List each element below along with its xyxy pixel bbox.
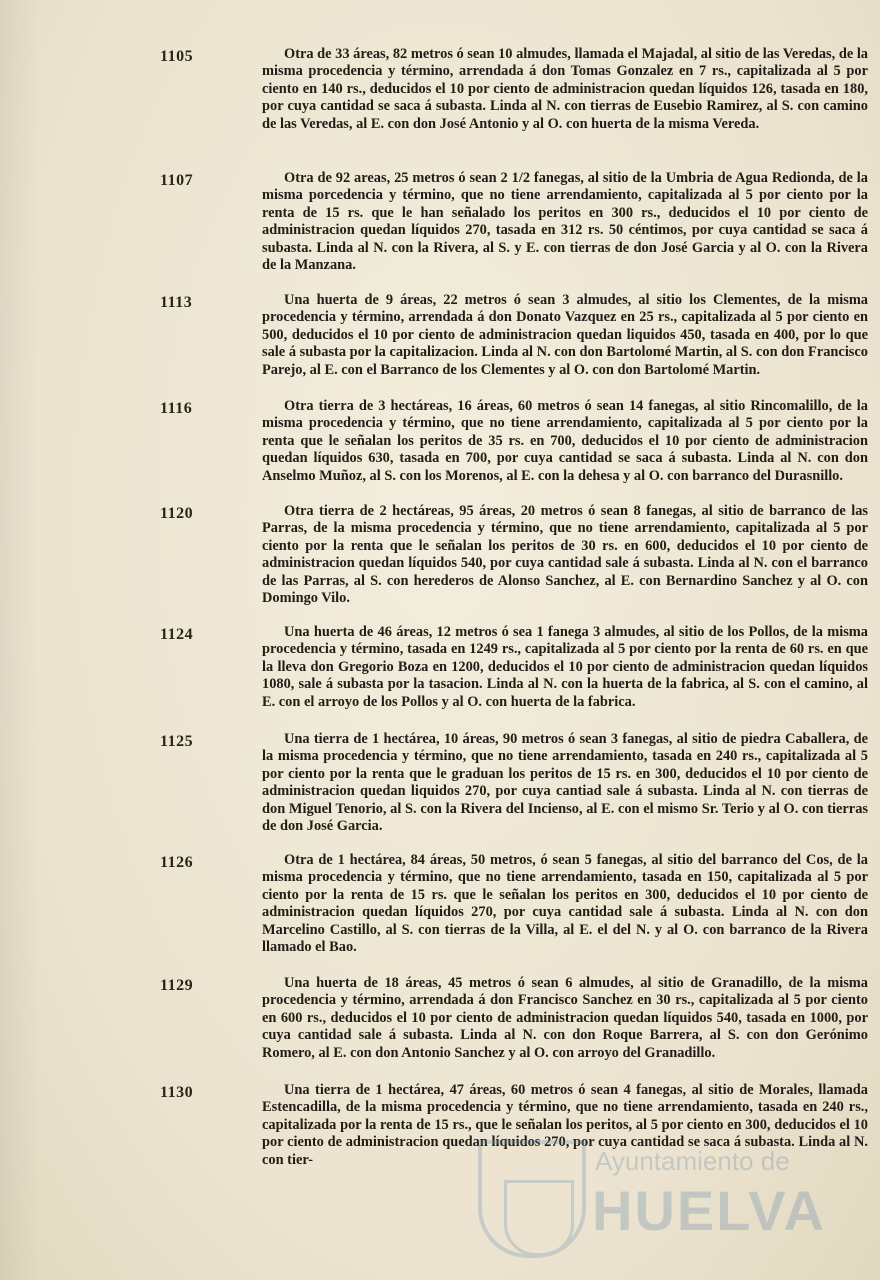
lot-number: 1130 [160,1084,194,1101]
lot-number: 1120 [160,505,194,522]
lot-description: Otra tierra de 3 hectáreas, 16 áreas, 60 metros ó sean 14 fanegas, al sitio Rincomalillo, de la misma procedencia y término, que no tiene arrendamiento, capitalizada al 5 por ciento por la renta que le señalan los peritos de 35 rs. en 700, deducidos el 10 por ciento de administracion quedan líquidos 630, tasada en 700, por cuya cantidad se saca á subasta. Linda al N. con don Anselmo Muñoz, al S. con los Morenos, al E. con la dehesa y al O. con barranco del Durasnillo. [262,398,868,484]
crest-icon [478,1140,586,1258]
lot-description: Otra de 92 areas, 25 metros ó sean 2 1/2 fanegas, al sitio de la Umbria de Agua Redionda, de la misma porcedencia y término, que no tiene arrendamiento, capitalizada al 5 por ciento por la renta de 15 rs. que le han señalado los peritos en 300 rs., deducidos el 10 por ciento de administracion quedan líquidos 270, tasada en 312 rs. 50 céntimos, por cuya cantidad se saca á subasta. Linda al N. con la Rivera, al S. y E. con tierras de don José Garcia y al O. con la Rivera de la Manzana. [262,170,868,274]
lot-description: Otra tierra de 2 hectáreas, 95 áreas, 20 metros ó sean 8 fanegas, al sitio de barranco de las Parras, de la misma procedencia y término, que no tiene arrendamiento, capitalizada al 5 por ciento por la renta que le señalan los peritos de 30 rs. en 600, deducidos el 10 por ciento de administracion quedan líquidos 540, por cuya cantidad sale á subasta. Linda al N. con el barranco de las Parras, al S. con herederos de Alonso Sanchez, al E. con Bernardino Sanchez y al O. con Domingo Vilo. [262,503,868,607]
binding-shadow [0,0,40,1280]
lot-description: Una tierra de 1 hectárea, 47 áreas, 60 metros ó sean 4 fanegas, al sitio de Morales, llamada Estencadilla, de la misma procedencia y término, que no tiene arrendamiento, tasada en 240 rs., capitalizada por la renta de 15 rs., que le señalan los peritos, al 5 por ciento en 300, deducidos el 10 por ciento de administracion quedan líquidos 270, por cuya cantidad se saca á subasta. Linda al N. con tier- [262,1082,868,1168]
watermark-subtitle: Ayuntamiento de [595,1146,790,1176]
lot-description: Otra de 33 áreas, 82 metros ó sean 10 almudes, llamada el Majadal, al sitio de las Veredas, de la misma procedencia y término, arrendada á don Tomas Gonzalez en 7 rs., capitalizada al 5 por ciento en 140 rs., deducidos el 10 por ciento de administracion quedan líquidos 126, tasada en 180, por cuya cantidad se saca á subasta. Linda al N. con tierras de Eusebio Ramirez, al S. con camino de las Veredas, al E. con don José Antonio y al O. con huerta de la misma Vereda. [262,46,869,132]
lot-number: 1105 [160,48,194,65]
watermark [470,1120,860,1270]
lot-number: 1129 [160,977,194,994]
lot-description: Una huerta de 46 áreas, 12 metros ó sea 1 fanega 3 almudes, al sitio de los Pollos, de la misma procedencia y término, tasada en 1249 rs., capitalizada al 5 por ciento por la renta de 60 rs. en que la lleva don Gregorio Boza en 1200, deducidos el 10 por ciento de administracion quedan líquidos 1080, sale á subasta por la tasacion. Linda al N. con la huerta de la fabrica, al S. con el camino, al E. con el arroyo de los Pollos y al O. con huerta de la fabrica. [262,624,868,710]
lot-number: 1113 [160,294,193,311]
lot-number: 1125 [160,733,194,750]
lot-description: Otra de 1 hectárea, 84 áreas, 50 metros, ó sean 5 fanegas, al sitio del barranco del Cos, de la misma procedencia y término, que no tiene arrendamiento, tasada en 150, capitalizada al 5 por ciento por la renta de 15 rs. que le señalan los peritos en 300, deducidos el 10 por ciento de administracion quedan líquidos 270, por cuya cantidad sale á subasta. Linda al N. con don Marcelino Castillo, al S. con tierras de la Villa, al E. el del N. y al O. con barranco de la Rivera llamado el Bao. [262,852,868,956]
lot-number: 1107 [160,172,194,189]
lot-number: 1116 [160,400,193,417]
lot-number: 1124 [160,626,194,643]
lot-description: Una huerta de 18 áreas, 45 metros ó sean 6 almudes, al sitio de Granadillo, de la misma procedencia y término, arrendada á don Francisco Sanchez en 30 rs., capitalizada al 5 por ciento en 600 rs., deducidos el 10 por ciento de administracion quedan líquidos 540, tasada en 1000, por cuya cantidad sale á subasta. Linda al N. con don Roque Barrera, al S. con don Gerónimo Romero, al E. con don Antonio Sanchez y al O. con arroyo del Granadillo. [262,975,868,1061]
lot-description: Una huerta de 9 áreas, 22 metros ó sean 3 almudes, al sitio los Clementes, de la misma procedencia y término, arrendada á don Donato Vazquez en 25 rs., capitalizada al 5 por ciento en 500, deducidos el 10 por ciento de administracion quedan liquidos 450, tasada en 400, por lo que sale á subasta por la capitalizacion. Linda al N. con don Bartolomé Martin, al S. con don Francisco Parejo, al E. con el Barranco de los Clementes y al O. con don Bartolomé Martin. [262,292,868,378]
watermark-title: HUELVA [592,1179,826,1242]
lot-number: 1126 [160,854,194,871]
lot-description: Una tierra de 1 hectárea, 10 áreas, 90 metros ó sean 3 fanegas, al sitio de piedra Caballera, de la misma procedencia y término, que no tiene arrendamiento, tasada en 240 rs., capitalizada al 5 por ciento por la renta que le graduan los peritos de 15 rs. en 300, deducidos el 10 por ciento de administracion quedan liquidos 270, por cuya cantiad sale á subasta. Linda al N. con tierras de don Miguel Tenorio, al S. con la Rivera del Incienso, al E. con el mismo Sr. Terio y al O. con tierras de don José Garcia. [262,731,868,835]
